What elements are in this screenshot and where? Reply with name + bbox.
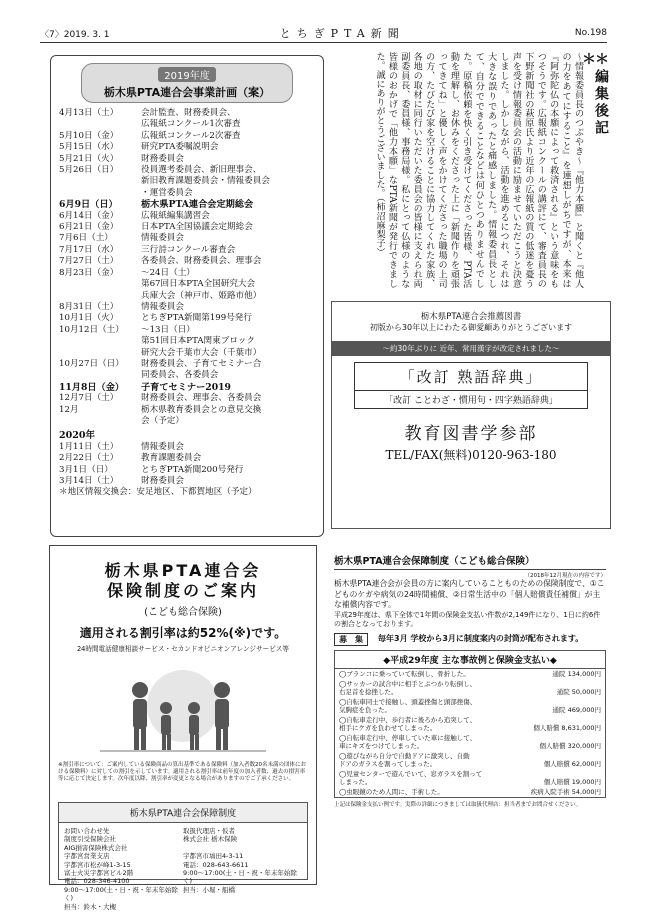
- schedule-event: ～24日（土） 第67回日本PTA全国研究大会 兵庫大会（神戸市、姫路市他）: [141, 267, 262, 301]
- example-row: [335, 669, 605, 679]
- schedule-row: [59, 199, 317, 210]
- guide-title-1: 栃木県PTA連合会: [104, 561, 262, 580]
- schedule-row: [59, 476, 317, 487]
- page-header: [40, 24, 607, 43]
- detail-title: 栃木県PTA連合会保障制度（こども総合保険）: [334, 553, 606, 570]
- schedule-date: 7月27日（土）: [59, 256, 119, 267]
- schedule-row: [59, 256, 317, 267]
- schedule-event: 情報委員会: [141, 441, 184, 452]
- example-row: [335, 769, 605, 787]
- ad-recommend: 栃木県PTA連合会推薦図書: [420, 312, 522, 322]
- schedule-row: [59, 359, 317, 382]
- schedule-event: ～13日（日） 第51回日本PTA関東ブロック 研究大会千葉市大会（千葉市）: [141, 324, 262, 358]
- example-case: ◯自転車走行中、歩行者に後ろから追突して、 相手にケガを負わせてしまった。: [339, 715, 477, 732]
- schedule-event: 財務委員会: [141, 476, 184, 486]
- example-case: ◯虫眼鏡のため人間に、手術した。: [339, 787, 444, 796]
- ad-publisher: 教育図書学参部: [404, 424, 538, 444]
- example-case: ◯児童センターで遊んでいて、窓ガラスを割って しまった。: [339, 769, 483, 786]
- plan-box: [50, 55, 324, 537]
- schedule-row: [59, 465, 317, 476]
- example-payment: 通院 50,000円: [556, 687, 601, 696]
- schedule-event: 三行詩コンクール審査会: [141, 244, 236, 255]
- examples-list: [335, 669, 605, 797]
- schedule-row: [59, 165, 317, 199]
- schedule-event: 役員選考委員会、新旧理事会、 新旧教育課題委員会・情報委員会 ・運営委員会: [141, 165, 270, 198]
- schedule-date: 11月8日（金）: [59, 381, 125, 393]
- schedule-row: [59, 131, 317, 142]
- example-payment: 個人賠償 62,000円: [543, 759, 601, 768]
- schedule-row: [59, 313, 317, 324]
- schedule-row: [59, 302, 317, 313]
- editorial-heading: ＊編集後記＊: [580, 52, 609, 137]
- example-row: [335, 787, 605, 797]
- example-payment: 疾病入院手術 54,000円: [530, 787, 601, 796]
- ad-band: ～約30年ぶりに 近年、常用漢字が改定されました～: [332, 341, 610, 356]
- example-payment: 個人賠償 8,631,000円: [533, 723, 601, 732]
- schedule-date: 10月27日（日）: [59, 358, 124, 369]
- ad-dictionary-title: 「改訂 熟語辞典」: [354, 362, 588, 391]
- insurance-guide: [49, 545, 317, 911]
- schedule-event: とちぎPTA新聞第199号発行: [141, 313, 252, 324]
- recruit-tag: 募 集: [334, 633, 368, 646]
- dictionary-ad: [331, 301, 611, 529]
- recruit-text: 毎年3月 学校から3月に制度案内の封筒が配布されます。: [378, 633, 584, 643]
- example-case: ◯遊びながら自分で自動ドアに激突し、自動 ドアのガラスを割ってしまった。: [339, 751, 470, 768]
- guide-services: 24時間電話健康相談サービス・セカンドオピニオンアレンジサービス等: [76, 645, 289, 653]
- schedule-row: [59, 211, 317, 222]
- schedule-row: [59, 142, 317, 153]
- schedule-row: [59, 325, 317, 359]
- schedule-date: 1月11日（土）: [59, 441, 119, 452]
- schedule-date: 12月7日（土）: [59, 393, 119, 404]
- schedule-date: 3月14日（土）: [59, 476, 119, 486]
- plan-year: 2019年度: [158, 67, 215, 82]
- example-case: ◯自転車同士で接触し、頭蓋挫傷と頭部挫傷、 気胸症を負った。: [339, 697, 477, 714]
- schedule-date: 10月12日（土）: [59, 324, 124, 335]
- schedule-date: 4月13日（土）: [59, 108, 119, 118]
- example-case: ◯自転車走行中、停車していた車に接触して、 車にキズをつけてしまった。: [339, 733, 477, 750]
- schedule-event: 広報紙コンクール2次審査: [141, 130, 241, 141]
- schedule-note: ＊地区情報交換会：安足地区、下都賀地区（予定）: [59, 487, 257, 498]
- example-case: ◯ブランコに乗っていて転倒し、骨折した。: [339, 669, 470, 678]
- schedule-event: とちぎPTA新聞200号発行: [141, 464, 244, 475]
- issue-number: No.198: [574, 28, 607, 38]
- schedule-date: 6月14日（金）: [59, 210, 119, 221]
- family-illustration: [70, 666, 296, 758]
- guide-subtitle: (こども総合保険): [144, 607, 222, 618]
- schedule-event: 広報紙編集講習会: [141, 210, 210, 221]
- discount-note: ※割引率について：ご案内している保険商品の算出基準である保険料（加入者数20名未満の団体における保険料）に対しての割引を示しています。適用される割引率は前年度の加入者数、過去の損害率等に応じて決定します。次年度以降、割引率が変更となる場合がありますのでご了承ください。: [58, 762, 307, 782]
- editorial-body: [330, 52, 584, 288]
- detail-paragraph-1: 栃木県PTA連合会が会員の方に案内していることものための保険制度で、①こどものケガや病気の24時間補償、②日常生活中の「個人賠償責任補償」が主な補償内容です。: [334, 579, 605, 609]
- schedule-row: [59, 154, 317, 165]
- example-row: [335, 679, 605, 697]
- schedule-date: 8月31日（土）: [59, 301, 119, 312]
- schedule-date: 5月26日（日）: [59, 165, 119, 176]
- schedule-row: [59, 222, 317, 233]
- schedule-event: 栃木県PTA連合会定期総会: [141, 199, 254, 211]
- ad-phone: TEL/FAX(無料)0120-963-180: [385, 448, 557, 462]
- schedule-date: 3月1日（日）: [59, 464, 113, 475]
- schedule-row: [59, 393, 317, 404]
- schedule-row: [59, 453, 317, 464]
- contact-box-title: 栃木県PTA連合会保障制度: [59, 803, 307, 823]
- editorial-text: ～情報委員長のつぶやき～『他力本願』と聞くと『他人の力をあてにすること』を連想しがちですが、本来は『阿弥陀仏の本願によって救済される』という意味をもつそうです。広報紙コンクールの講評にて、審査員長の下野新聞社の萩原氏より近年の広報紙の質の低迷を憂う声を受け情報委員会の活動に励ませていただこうと決意しました。しかしながら、活動を進めるにつれ、それは大きな誤りであったと痛感しました。情報委員長として、自分でできることなどは何ひとつありませんでした。原稿依頼を快く引き受けてくださった皆様、PTA活動を理解し、お休みをくださった上に「新聞作りを頑張ってきてね」と優しく声をかけてくださった職場の上司の方、たびたび家を空けることに協力してくれた家族、各地の取材に同行いただいた委員会の皆様に支えられ両副委員長、委員様、事務局様。私にとって仏様のような皆様のおかげで「他力本願」なPTA新聞が発行できました。誠にありがとうございました。（柿沼麻梨子）: [374, 52, 583, 288]
- examples-title: ◆平成29年度 主な事故例と保険金支払い◆: [335, 651, 605, 669]
- schedule-date: 5月15日（水）: [59, 142, 119, 153]
- ad-thanks: 初版から30年以上にわたる御愛顧ありがとうございます: [369, 323, 573, 332]
- schedule-date: 7月6日（土）: [59, 233, 113, 244]
- example-payment: 個人賠償 320,000円: [539, 741, 601, 750]
- example-case: ◯サッカーの試合中に相手とぶつかり転倒し、 右足首を捻挫した。: [339, 679, 477, 696]
- schedule-row: [59, 108, 317, 131]
- schedule-date: 7月17日（水）: [59, 244, 119, 255]
- examples-footnote: 上記は保険金支払い例です。実際の詳細につきましては取扱代理店：担当者までお問合せください。: [334, 801, 581, 808]
- plan-title-plate: [81, 63, 293, 103]
- recruit-row: [334, 633, 606, 646]
- plan-title: 栃木県PTA連合会事業計画（案）: [103, 86, 271, 99]
- contact-box: [58, 802, 308, 911]
- schedule-event: 各委員会、財務委員会、理事会: [141, 256, 262, 267]
- example-payment: 個人賠償 19,000円: [543, 777, 601, 786]
- schedule-event: 財務委員会、子育てセミナー合 同委員会、各委員会: [141, 358, 262, 381]
- detail-date: （2018年12月現在の内容です）: [524, 573, 606, 579]
- schedule-event: 教育課題委員会: [141, 453, 202, 464]
- schedule-date: 2月22日（土）: [59, 453, 119, 464]
- schedule-row: [59, 442, 317, 453]
- schedule-row: [59, 233, 317, 244]
- schedule-event: 財務委員会: [141, 153, 184, 164]
- example-row: [335, 733, 605, 751]
- contact-agent: 取扱代理店・仮者 株式会社 栃木保険 宇都宮市塙田4-3-11 電話：028-643-6611 9:00～17:00(土・日・祝・年末年始除く) 担当：小堀・船橋: [183, 827, 297, 894]
- contact-insurer: お問い合わせ先 制度引受保険会社 AIG損害保険株式会社 宇都宮営業支店 宇都宮市松が峰1-3-15 富士火災宇都宮ビル2階 電話：028-346-4100 9:00～17:00(土・日・祝・年末年始除く) 担当：鈴木・大槻: [64, 827, 178, 911]
- detail-paragraph-2: 平成29年度は、県下全体で1年間の保険金支払い件数が2,149件になり、1日に約6件の割合となっております。: [334, 610, 601, 628]
- guide-title-2: 保険制度のご案内: [106, 581, 259, 600]
- examples-table: [334, 650, 606, 798]
- schedule-event: 栃木県教育委員会との意見交換 会（予定）: [141, 404, 262, 426]
- schedule-date: 5月21日（火）: [59, 153, 119, 164]
- page-number: 〈7〉2019. 3. 1: [40, 29, 110, 40]
- ad-dictionary-subtitle: 「改訂 ことわざ・慣用句・四字熟語辞典」: [354, 391, 588, 409]
- schedule-date: 12月: [59, 404, 79, 415]
- schedule-date: 8月23日（金）: [59, 267, 119, 278]
- guide-discount: 適用される割引率は約52%(※)です。: [79, 626, 287, 640]
- schedule-row: [59, 268, 317, 302]
- schedule-event: 情報委員会: [141, 301, 184, 312]
- newspaper-title: とちぎPTA新聞: [279, 27, 405, 40]
- schedule-event: 財務委員会、理事会、各委員会: [141, 393, 262, 404]
- example-row: [335, 715, 605, 733]
- schedule-event: 日本PTA全国協議会定期総会: [141, 222, 253, 233]
- plan-schedule: [59, 108, 317, 499]
- schedule-date: 6月21日（金）: [59, 222, 119, 233]
- schedule-event: 子育てセミナー2019: [141, 381, 231, 393]
- schedule-date: 10月1日（火）: [59, 313, 119, 324]
- schedule-date: 5月10日（金）: [59, 130, 119, 141]
- example-payment: 通院 469,000円: [552, 705, 601, 714]
- schedule-date: 6月9日（日）: [59, 199, 118, 211]
- insurance-detail: [334, 553, 606, 883]
- schedule-event: 情報委員会: [141, 233, 184, 244]
- example-row: [335, 751, 605, 769]
- example-payment: 通院 134,000円: [552, 669, 601, 678]
- schedule-year-2020: 2020年: [59, 430, 95, 442]
- schedule-row: [59, 405, 317, 428]
- schedule-row: [59, 245, 317, 256]
- schedule-event: 会計監査、財務委員会、 広報紙コンクール1次審査: [141, 108, 241, 130]
- schedule-row: [59, 382, 317, 393]
- example-row: [335, 697, 605, 715]
- schedule-event: 研究PTA委嘱説明会: [141, 142, 219, 153]
